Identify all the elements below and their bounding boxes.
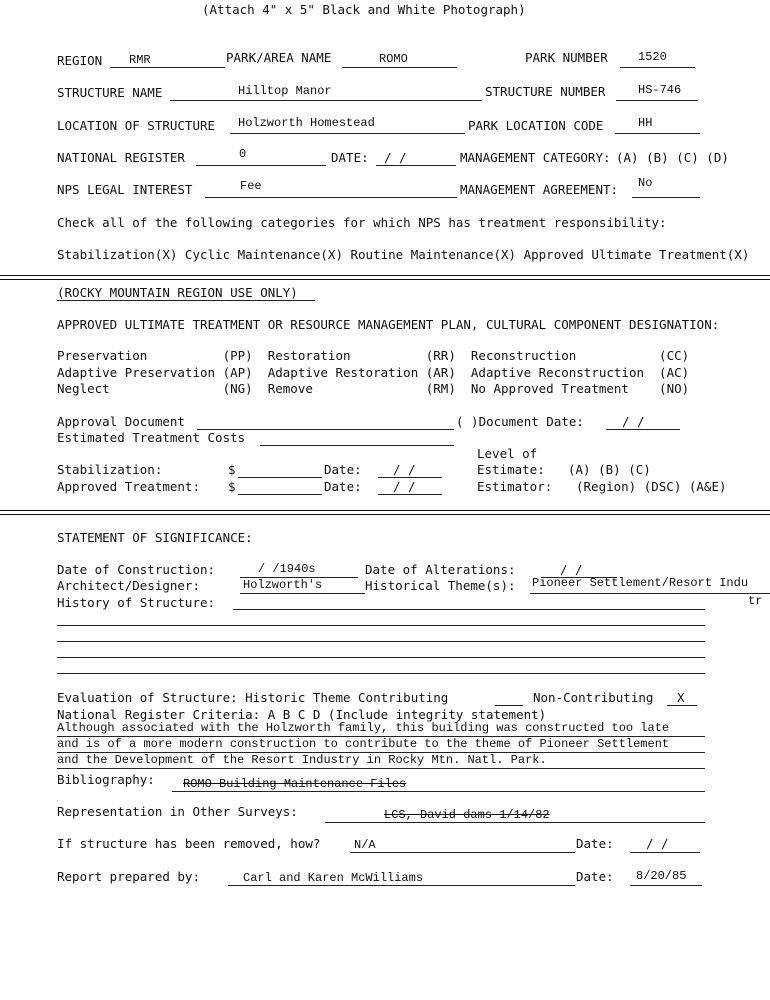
- prepared-by-value[interactable]: Carl and Karen McWilliams: [243, 871, 424, 885]
- management-agreement-label: MANAGEMENT AGREEMENT:: [460, 182, 619, 197]
- nps-legal-interest-label: NPS LEGAL INTEREST: [57, 182, 193, 197]
- park-area-name-line: [342, 67, 457, 68]
- approved-treatment-date-line: [378, 494, 442, 495]
- location-label: LOCATION OF STRUCTURE: [57, 118, 216, 133]
- non-contributing-line: [667, 705, 697, 706]
- estimator-label: Estimator:: [477, 479, 553, 494]
- approved-treatment-cost-label: Approved Treatment:: [57, 479, 200, 494]
- management-agreement-value[interactable]: No: [638, 176, 653, 190]
- park-location-code-value[interactable]: HH: [638, 116, 653, 130]
- date-of-construction-label: Date of Construction:: [57, 562, 216, 577]
- location-value[interactable]: Holzworth Homestead: [238, 116, 375, 130]
- nps-legal-interest-line: [205, 197, 457, 198]
- region-label: REGION: [57, 53, 103, 68]
- stabilization-dollar: $: [228, 462, 236, 477]
- architect-value[interactable]: Holzworth's: [243, 578, 323, 592]
- management-category-label: MANAGEMENT CATEGORY:: [460, 150, 611, 165]
- check-categories-instruction: Check all of the following categories for which NPS has treatment responsibility:: [57, 215, 667, 230]
- history-line[interactable]: [233, 609, 705, 610]
- history-line[interactable]: [57, 625, 705, 626]
- document-date-value[interactable]: / /: [622, 414, 645, 429]
- bibliography-label: Bibliography:: [57, 772, 155, 787]
- treatment-options-row-3[interactable]: Neglect (NG) Remove (RM) No Approved Treatment (NO): [57, 381, 690, 396]
- structure-number-value[interactable]: HS-746: [638, 83, 682, 97]
- evaluation-label: Evaluation of Structure: Historic Theme Contributing: [57, 690, 449, 705]
- section-divider: [0, 510, 770, 511]
- park-area-name-value[interactable]: ROMO: [379, 52, 408, 66]
- architect-line: [240, 593, 365, 594]
- section-divider: [0, 514, 770, 515]
- treatment-options-row-2[interactable]: Adaptive Preservation (AP) Adaptive Restoration (AR) Adaptive Reconstruction (AC): [57, 365, 690, 380]
- integrity-statement-line-2[interactable]: and is of a more modern construction to contribute to the theme of Pioneer Settlement: [57, 737, 670, 751]
- date-of-alterations-label: Date of Alterations:: [365, 562, 516, 577]
- structure-name-line: [170, 100, 482, 101]
- estimate-options[interactable]: (A) (B) (C): [568, 462, 651, 477]
- structure-name-label: STRUCTURE NAME: [57, 85, 163, 100]
- treatment-options-row-1[interactable]: Preservation (PP) Restoration (RR) Reconstruction (CC): [57, 348, 690, 363]
- removed-date-label: Date:: [576, 836, 614, 851]
- prepared-by-line: [228, 885, 575, 886]
- historical-theme-label: Historical Theme(s):: [365, 578, 516, 593]
- date-of-alterations-value[interactable]: / /: [560, 562, 583, 577]
- non-contributing-mark[interactable]: X: [677, 690, 685, 705]
- estimate-label: Estimate:: [477, 462, 545, 477]
- approval-document-label: Approval Document: [57, 414, 185, 429]
- removed-label: If structure has been removed, how?: [57, 836, 321, 851]
- historical-theme-overflow: tr: [748, 594, 763, 608]
- estimator-options[interactable]: (Region) (DSC) (A&E): [576, 479, 727, 494]
- integrity-statement-line-1[interactable]: Although associated with the Holzworth family, this building was constructed too late: [57, 721, 670, 735]
- removed-line: [350, 852, 575, 853]
- stabilization-date-label: Date:: [324, 462, 362, 477]
- nr-criteria-label: National Register Criteria: A B C D (Include integrity statement): [57, 707, 547, 722]
- park-location-code-label: PARK LOCATION CODE: [468, 118, 604, 133]
- national-register-label: NATIONAL REGISTER: [57, 150, 185, 165]
- architect-label: Architect/Designer:: [57, 578, 200, 593]
- representation-label: Representation in Other Surveys:: [57, 804, 298, 819]
- level-of-label: Level of: [477, 446, 538, 461]
- representation-value[interactable]: LCS, David dams 1/14/82: [384, 808, 550, 822]
- document-date-label: ( )Document Date:: [456, 414, 584, 429]
- history-line[interactable]: [57, 657, 705, 658]
- document-date-line: [606, 429, 680, 430]
- history-line[interactable]: [57, 673, 705, 674]
- park-number-value[interactable]: 1520: [638, 50, 667, 64]
- approved-treatment-date-value[interactable]: / /: [393, 479, 416, 494]
- date-of-construction-value[interactable]: / /1940s: [258, 562, 316, 576]
- park-area-name-label: PARK/AREA NAME: [226, 50, 332, 65]
- structure-number-line: [616, 100, 698, 101]
- nps-legal-interest-value[interactable]: Fee: [240, 179, 262, 193]
- location-line: [230, 133, 465, 134]
- national-register-value[interactable]: 0: [239, 147, 247, 161]
- national-register-line: [196, 165, 326, 166]
- removed-date-line: [630, 852, 700, 853]
- photo-note: (Attach 4" x 5" Black and White Photograph): [202, 2, 526, 17]
- removed-date-value[interactable]: / /: [646, 836, 669, 851]
- section-divider: [0, 279, 770, 280]
- estimated-costs-label: Estimated Treatment Costs: [57, 430, 246, 445]
- rmr-section-title: (ROCKY MOUNTAIN REGION USE ONLY): [57, 285, 298, 300]
- report-date-line: [630, 885, 702, 886]
- park-number-line: [620, 67, 695, 68]
- bibliography-line: [172, 791, 705, 792]
- bibliography-value[interactable]: ROMO Building Maintenance Files: [183, 777, 407, 791]
- prepared-by-label: Report prepared by:: [57, 869, 200, 884]
- representation-line: [325, 822, 705, 823]
- management-category-options[interactable]: (A) (B) (C) (D): [616, 150, 729, 165]
- history-label: History of Structure:: [57, 595, 216, 610]
- treatment-categories[interactable]: Stabilization(X) Cyclic Maintenance(X) Routine Maintenance(X) Approved Ultimate Treatment(X): [57, 247, 750, 262]
- approved-treatment-heading: APPROVED ULTIMATE TREATMENT OR RESOURCE MANAGEMENT PLAN, CULTURAL COMPONENT DESIGNATION:: [57, 317, 720, 332]
- region-value[interactable]: RMR: [129, 53, 151, 67]
- removed-value[interactable]: N/A: [354, 838, 376, 852]
- contributing-line[interactable]: [495, 705, 523, 706]
- estimated-costs-line[interactable]: [260, 445, 454, 446]
- stabilization-cost-line[interactable]: [238, 477, 322, 478]
- date-label: DATE:: [331, 150, 369, 165]
- approved-treatment-date-label: Date:: [324, 479, 362, 494]
- report-date-value[interactable]: 8/20/85: [636, 869, 687, 883]
- management-agreement-line: [632, 197, 700, 198]
- report-date-label: Date:: [576, 869, 614, 884]
- stabilization-cost-label: Stabilization:: [57, 462, 163, 477]
- structure-number-label: STRUCTURE NUMBER: [485, 84, 606, 99]
- approved-treatment-cost-line[interactable]: [238, 494, 322, 495]
- non-contributing-label: Non-Contributing: [533, 690, 654, 705]
- approved-treatment-dollar: $: [228, 479, 236, 494]
- stabilization-date-line: [378, 477, 442, 478]
- stabilization-date-value[interactable]: / /: [393, 462, 416, 477]
- park-location-code-line: [615, 133, 700, 134]
- statement-line: [57, 768, 705, 769]
- date-value[interactable]: / /: [384, 150, 407, 165]
- park-number-label: PARK NUMBER: [525, 50, 608, 65]
- date-line: [376, 165, 456, 166]
- historical-theme-value[interactable]: Pioneer Settlement/Resort Indu: [532, 576, 749, 590]
- rmr-title-underline: [57, 300, 315, 301]
- significance-title: STATEMENT OF SIGNIFICANCE:: [57, 530, 253, 545]
- integrity-statement-line-3[interactable]: and the Development of the Resort Industry in Rocky Mtn. Natl. Park.: [57, 753, 547, 767]
- section-divider: [0, 275, 770, 276]
- structure-name-value[interactable]: Hilltop Manor: [238, 84, 332, 98]
- historical-theme-line: [530, 593, 770, 594]
- history-line[interactable]: [57, 641, 705, 642]
- region-line: [110, 67, 225, 68]
